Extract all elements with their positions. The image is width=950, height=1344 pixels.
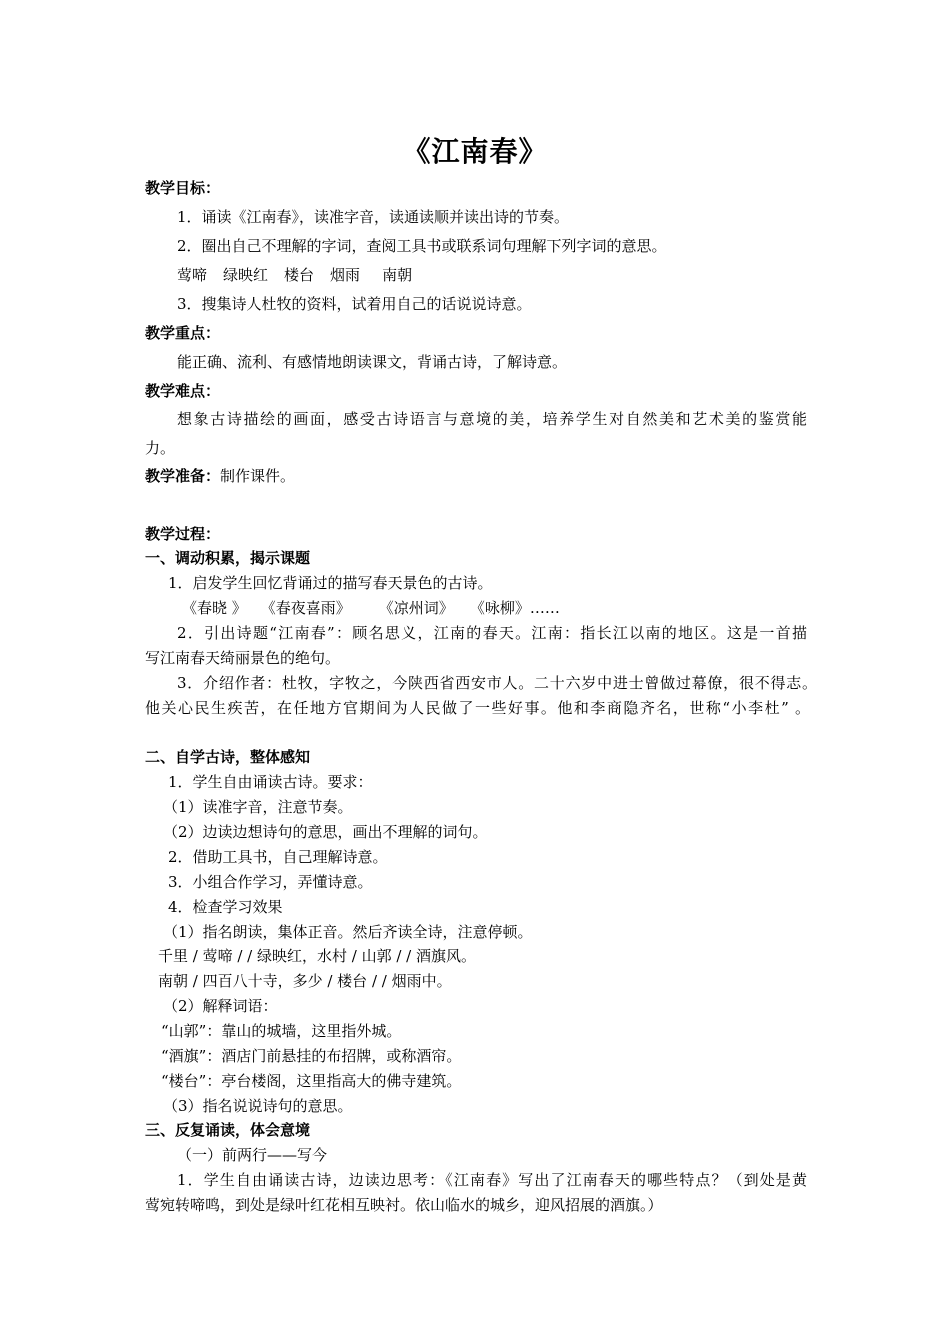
goals-word: 绿映红 — [223, 266, 269, 284]
poem-title: 《春夜喜雨》 — [260, 599, 351, 617]
goals-heading: 教学目标： — [145, 179, 221, 197]
part3-heading: 三、反复诵读，体会意境 — [145, 1121, 311, 1139]
part2-check-3: （3）指名说说诗句的意思。 — [163, 1097, 353, 1115]
part1-item-3-line-2: 他关心民生疾苦，在任地方官期间为人民做了一些好事。他和李商隐齐名，世称“小李杜” 。 — [145, 699, 810, 717]
goals-word: 南朝 — [382, 266, 413, 284]
part3-item-1-line-2: 莺宛转啼鸣，到处是绿叶红花相互映衬。依山临水的城乡，迎风招展的酒旗。） — [145, 1196, 663, 1214]
goals-word-list — [177, 265, 412, 285]
part2-item-4: 4．检查学习效果 — [168, 898, 283, 916]
part1-heading: 一、调动积累，揭示课题 — [145, 549, 311, 567]
key-points-heading: 教学重点： — [145, 324, 221, 342]
goals-word: 烟雨 — [330, 266, 361, 284]
difficulties-text-line-1: 想象古诗描绘的画面，感受古诗语言与意境的美，培养学生对自然美和艺术美的鉴赏能 — [177, 410, 807, 428]
part2-term-3: “楼台”：亭台楼阁，这里指高大的佛寺建筑。 — [161, 1072, 462, 1090]
part1-poem-list — [182, 598, 560, 618]
part2-term-1: “山郭”：靠山的城墙，这里指外城。 — [161, 1022, 402, 1040]
poem-title: 《凉州词》 — [378, 599, 454, 617]
part2-sub-1: （1）读准字音，注意节奏。 — [163, 798, 353, 816]
goals-item-3: 3．搜集诗人杜牧的资料，试着用自己的话说说诗意。 — [177, 295, 532, 313]
difficulties-text-line-2: 力。 — [145, 439, 176, 457]
part2-term-2: “酒旗”：酒店门前悬挂的布招牌，或称酒帘。 — [161, 1047, 462, 1065]
part1-item-1: 1．启发学生回忆背诵过的描写春天景色的古诗。 — [168, 574, 493, 592]
part2-check-2: （2）解释词语： — [163, 997, 278, 1015]
preparation-heading: 教学准备： — [145, 467, 221, 485]
part3-sub-heading: （一）前两行——写今 — [177, 1146, 328, 1164]
part2-verse-1: 千里 / 莺啼 / / 绿映红，水村 / 山郭 / / 酒旗风。 — [158, 947, 477, 965]
part3-item-1-line-1: 1．学生自由诵读古诗，边读边思考：《江南春》写出了江南春天的哪些特点？（到处是黄 — [177, 1171, 807, 1189]
part1-item-2-line-2: 写江南春天绮丽景色的绝句。 — [145, 649, 341, 667]
preparation-text: 制作课件。 — [220, 467, 296, 485]
poem-title: 《春晓 》 — [182, 599, 247, 617]
part2-check-1: （1）指名朗读，集体正音。然后齐读全诗，注意停顿。 — [163, 923, 533, 941]
part2-heading: 二、自学古诗，整体感知 — [145, 748, 311, 766]
key-points-text: 能正确、流利、有感情地朗读课文，背诵古诗，了解诗意。 — [177, 353, 568, 371]
part2-sub-2: （2）边读边想诗句的意思，画出不理解的词句。 — [163, 823, 488, 841]
poem-title: 《咏柳》…… — [469, 599, 560, 617]
part1-item-2-line-1: 2．引出诗题“江南春”：顾名思义，江南的春天。江南：指长江以南的地区。这是一首描 — [177, 624, 807, 642]
document-title: 《江南春》 — [402, 135, 548, 168]
part1-item-3-line-1: 3．介绍作者：杜牧，字牧之，今陕西省西安市人。二十六岁中进士曾做过幕僚，很不得志。 — [177, 674, 817, 692]
goals-word: 莺啼 — [177, 266, 208, 284]
part2-verse-2: 南朝 / 四百八十寺，多少 / 楼台 / / 烟雨中。 — [158, 972, 452, 990]
goals-word: 楼台 — [284, 266, 315, 284]
difficulties-heading: 教学难点： — [145, 382, 221, 400]
part2-item-3: 3．小组合作学习，弄懂诗意。 — [168, 873, 373, 891]
goals-item-1: 1．诵读《江南春》，读准字音，读通读顺并读出诗的节奏。 — [177, 208, 570, 226]
part2-item-1: 1．学生自由诵读古诗。要求： — [168, 773, 373, 791]
part2-item-2: 2．借助工具书，自己理解诗意。 — [168, 848, 388, 866]
preparation-line — [145, 466, 295, 486]
process-heading: 教学过程： — [145, 525, 221, 543]
goals-item-2: 2．圈出自己不理解的字词，查阅工具书或联系词句理解下列字词的意思。 — [177, 237, 667, 255]
